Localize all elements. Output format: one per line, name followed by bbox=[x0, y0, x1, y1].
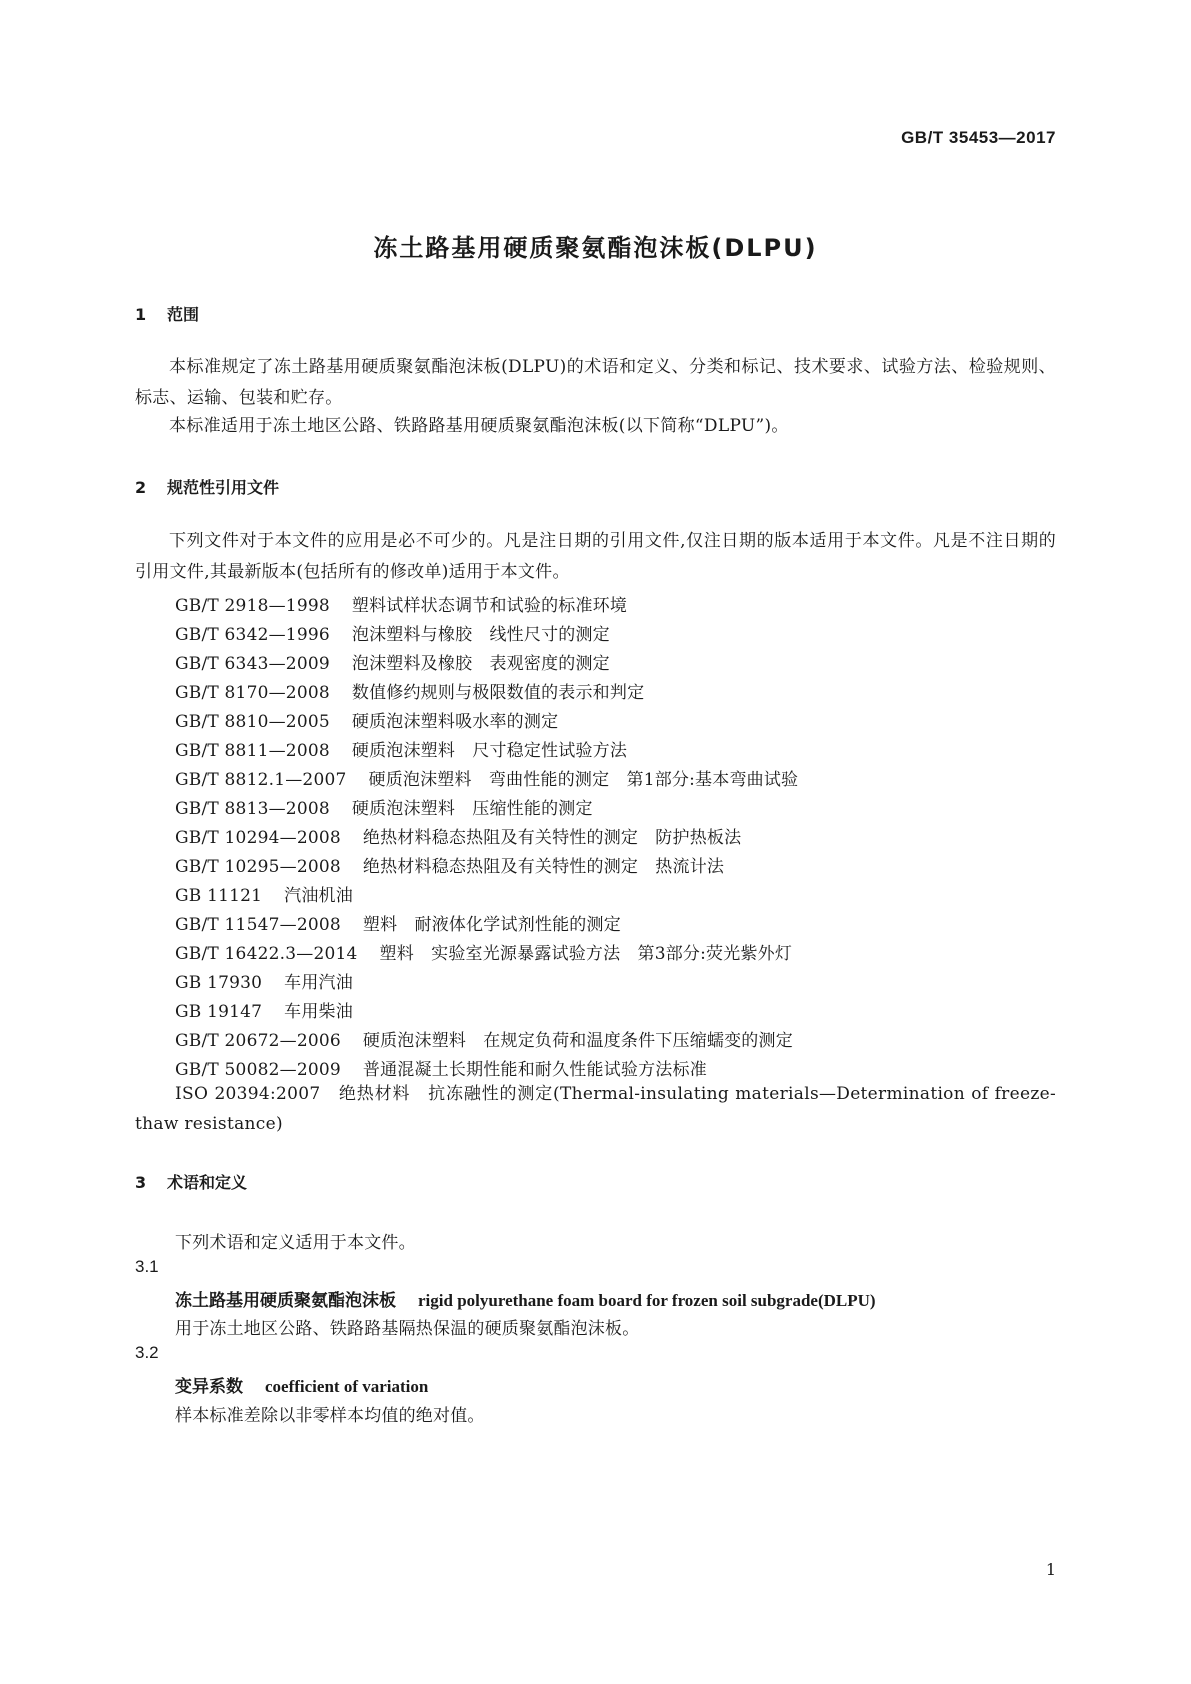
term-zh: 变异系数 bbox=[175, 1377, 243, 1397]
reference-code: GB 11121 bbox=[175, 886, 263, 906]
section-title: 术语和定义 bbox=[167, 1173, 248, 1192]
references-intro: 下列文件对于本文件的应用是必不可少的。凡是注日期的引用文件,仅注日期的版本适用于本文件。凡是不注日期的引用文件,其最新版本(包括所有的修改单)适用于本文件。 bbox=[135, 531, 1056, 582]
reference-code: GB/T 8813—2008 bbox=[175, 799, 330, 819]
reference-code: GB/T 50082—2009 bbox=[175, 1060, 341, 1080]
reference-item bbox=[175, 794, 593, 819]
reference-title: 泡沫塑料及橡胶 表观密度的测定 bbox=[351, 654, 610, 674]
page-number: 1 bbox=[1045, 1560, 1056, 1579]
reference-title: 硬质泡沫塑料 尺寸稳定性试验方法 bbox=[351, 741, 628, 761]
reference-title: 塑料 耐液体化学试剂性能的测定 bbox=[362, 915, 621, 935]
reference-title: 硬质泡沫塑料吸水率的测定 bbox=[351, 712, 559, 732]
reference-item bbox=[175, 939, 792, 964]
section-3-heading bbox=[135, 1170, 247, 1193]
reference-item bbox=[175, 1026, 793, 1051]
section-number: 3 bbox=[135, 1173, 147, 1192]
reference-item bbox=[175, 968, 353, 993]
reference-item bbox=[175, 736, 627, 761]
reference-code: GB/T 16422.3—2014 bbox=[175, 944, 358, 964]
reference-title: 硬质泡沫塑料 压缩性能的测定 bbox=[351, 799, 593, 819]
term-number: 3.2 bbox=[135, 1343, 159, 1362]
section-number: 2 bbox=[135, 478, 147, 497]
term-en: rigid polyurethane foam board for frozen soil subgrade(DLPU) bbox=[418, 1291, 876, 1310]
reference-title: 绝热材料稳态热阻及有关特性的测定 热流计法 bbox=[362, 857, 725, 877]
document-title: 冻土路基用硬质聚氨酯泡沫板(DLPU) bbox=[373, 234, 818, 262]
reference-code: GB/T 6343—2009 bbox=[175, 654, 330, 674]
reference-code: GB/T 10294—2008 bbox=[175, 828, 341, 848]
reference-code: GB/T 6342—1996 bbox=[175, 625, 330, 645]
term-definition: 样本标准差除以非零样本均值的绝对值。 bbox=[175, 1406, 485, 1426]
reference-code: GB/T 2918—1998 bbox=[175, 596, 330, 616]
section-title: 范围 bbox=[167, 305, 200, 324]
reference-item bbox=[175, 852, 724, 877]
reference-item bbox=[175, 881, 353, 906]
section-number: 1 bbox=[135, 305, 147, 324]
standard-number: GB/T 35453—2017 bbox=[901, 128, 1056, 147]
reference-code: GB/T 10295—2008 bbox=[175, 857, 341, 877]
reference-item bbox=[175, 910, 621, 935]
reference-title: 塑料 实验室光源暴露试验方法 第3部分:荧光紫外灯 bbox=[379, 944, 793, 964]
term-entry bbox=[175, 1372, 428, 1397]
term-definition: 用于冻土地区公路、铁路路基隔热保温的硬质聚氨酯泡沫板。 bbox=[175, 1319, 640, 1339]
reference-code: GB/T 8811—2008 bbox=[175, 741, 330, 761]
reference-code: GB 17930 bbox=[175, 973, 263, 993]
reference-title: 普通混凝土长期性能和耐久性能试验方法标准 bbox=[362, 1060, 707, 1080]
reference-title: 硬质泡沫塑料 弯曲性能的测定 第1部分:基本弯曲试验 bbox=[368, 770, 799, 790]
reference-item bbox=[175, 707, 558, 732]
reference-title: 泡沫塑料与橡胶 线性尺寸的测定 bbox=[351, 625, 610, 645]
reference-item bbox=[175, 765, 798, 790]
reference-title: 绝热材料稳态热阻及有关特性的测定 防护热板法 bbox=[362, 828, 742, 848]
term-number: 3.1 bbox=[135, 1257, 159, 1276]
reference-item bbox=[175, 678, 644, 703]
scope-paragraph: 本标准规定了冻土路基用硬质聚氨酯泡沫板(DLPU)的术语和定义、分类和标记、技术要求、试验方法、检验规则、标志、运输、包装和贮存。 bbox=[135, 357, 1056, 408]
reference-item bbox=[175, 823, 741, 848]
reference-item bbox=[175, 1055, 707, 1080]
reference-title: 硬质泡沫塑料 在规定负荷和温度条件下压缩蠕变的测定 bbox=[362, 1031, 793, 1051]
reference-code: GB/T 8170—2008 bbox=[175, 683, 330, 703]
reference-code: GB/T 8810—2005 bbox=[175, 712, 330, 732]
reference-item bbox=[175, 997, 353, 1022]
reference-code: GB/T 20672—2006 bbox=[175, 1031, 341, 1051]
iso-reference: ISO 20394:2007 绝热材料 抗冻融性的测定(Thermal-insulating materials—Determination of freeze-thaw resistance) bbox=[135, 1084, 1056, 1134]
reference-code: GB/T 11547—2008 bbox=[175, 915, 341, 935]
reference-title: 汽油机油 bbox=[284, 886, 353, 906]
scope-paragraph: 本标准适用于冻土地区公路、铁路路基用硬质聚氨酯泡沫板(以下简称“DLPU”)。 bbox=[169, 416, 789, 436]
reference-code: GB 19147 bbox=[175, 1002, 263, 1022]
reference-code: GB/T 8812.1—2007 bbox=[175, 770, 347, 790]
reference-title: 数值修约规则与极限数值的表示和判定 bbox=[351, 683, 645, 703]
terms-intro: 下列术语和定义适用于本文件。 bbox=[175, 1233, 416, 1253]
term-en: coefficient of variation bbox=[265, 1377, 429, 1396]
section-2-heading bbox=[135, 475, 279, 498]
section-title: 规范性引用文件 bbox=[167, 478, 280, 497]
reference-title: 车用汽油 bbox=[284, 973, 353, 993]
reference-title: 塑料试样状态调节和试验的标准环境 bbox=[351, 596, 628, 616]
reference-item bbox=[175, 591, 627, 616]
reference-title: 车用柴油 bbox=[284, 1002, 353, 1022]
reference-item bbox=[175, 649, 610, 674]
term-zh: 冻土路基用硬质聚氨酯泡沫板 bbox=[175, 1291, 396, 1311]
reference-item bbox=[175, 620, 610, 645]
section-1-heading bbox=[135, 302, 199, 325]
term-entry bbox=[175, 1286, 876, 1311]
